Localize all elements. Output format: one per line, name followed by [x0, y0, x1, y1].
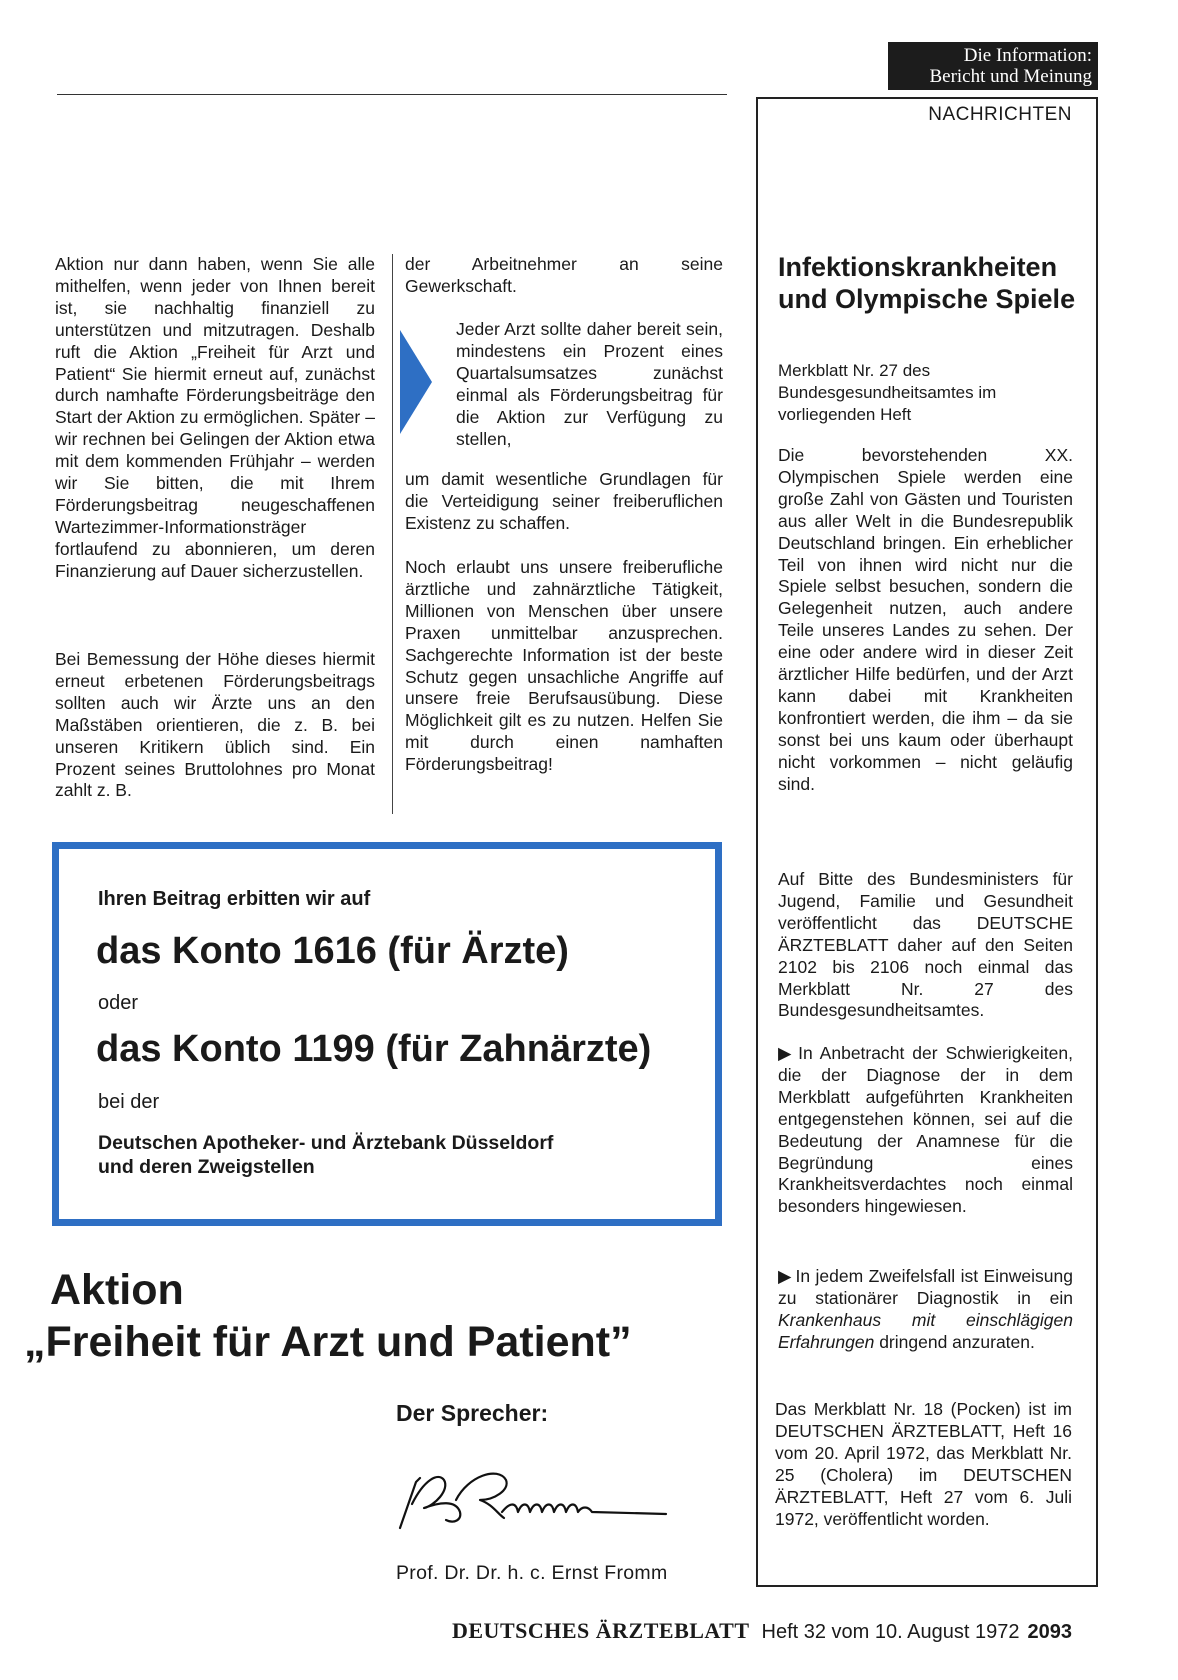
news-paragraph: Auf Bitte des Bundesministers für Jugend, Familie und Gesundheit veröffentlicht das DEUTSCHE ÄRZTEBLATT daher auf den Seiten 2102 bis 2106 noch einmal das Merkblatt Nr. 27 des Bundesgesundheitsamtes. [778, 869, 1073, 1021]
news-emphasis: Krankenhaus mit einschlägigen Erfahrungen [778, 1309, 1073, 1352]
issue-info: Heft 32 vom 10. August 1972 [761, 1621, 1020, 1643]
article-paragraph: um damit wesentliche Grundlagen für die Verteidigung seiner freiberuflichen Existenz zu schaffen. [405, 469, 723, 533]
donation-intro: Ihren Beitrag erbitten wir auf [98, 888, 371, 910]
article-paragraph: der Arbeitnehmer an seine Gewerkschaft. [405, 254, 723, 296]
article-callout-paragraph: Jeder Arzt sollte daher bereit sein, mindestens ein Prozent eines Quartalsumsatzes zunächst einmal als Förderungsbeitrag für die Aktion zur Verfügung zu stellen, [456, 319, 723, 449]
news-title: Infektionskrankheiten und Olympische Spiele [778, 252, 1076, 314]
account-number-doctors: das Konto 1616 (für Ärzte) [96, 930, 569, 972]
news-section-label: NACHRICHTEN [928, 104, 1072, 125]
triangle-bullet-icon: ▶ [778, 1266, 796, 1286]
donation-or: oder [98, 992, 139, 1014]
badge-line-2: Bericht und Meinung [929, 66, 1092, 87]
news-paragraph-text: In jedem Zweifelsfall ist Einweisung zu stationärer Diagnostik in ein [778, 1266, 1073, 1308]
blue-arrow-icon [400, 330, 432, 434]
news-subtitle: Merkblatt Nr. 27 des Bundesgesundheitsamtes im vorliegenden Heft [778, 361, 997, 424]
news-paragraph: Die bevorstehenden XX. Olympischen Spiele werden eine große Zahl von Gästen und Touristen aus aller Welt in die Bundesrepublik Deutschland bringen. Ein erheblicher Teil von ihnen wird nicht nur die Spiele selbst besuchen, sondern die Gelegenheit nutzen, auch andere Teile unseres Landes zu sehen. Der eine oder andere wird in dieser Zeit ärztlicher Hilfe bedürfen, und der Arzt kann dabei mit Krankheiten konfrontiert werden, die ihm – da sie sonst bei uns kaum oder überhaupt nicht vorkommen – nicht geläufig sind. [778, 445, 1073, 794]
bank-name [98, 1131, 553, 1179]
triangle-bullet-icon: ▶ [778, 1043, 799, 1063]
news-paragraph-bullet [778, 1043, 1073, 1218]
donation-bei-der: bei der [98, 1091, 160, 1113]
article-paragraph: Noch erlaubt uns unsere freiberufliche ärztliche und zahnärztliche Tätigkeit, Millionen von Menschen über unsere Praxen unmittelbar anzusprechen. Sachgerechte Information ist der beste Schutz gegen unsachliche Angriffe auf unsere freie Berufsausübung. Diese Möglichkeit gilt es zu nutzen. Helfen Sie mit durch einen namhaften Förderungsbeitrag! [405, 557, 723, 775]
campaign-title-line-2: „Freiheit für Arzt und Patient” [24, 1318, 632, 1366]
campaign-title-line-1: Aktion [50, 1266, 184, 1314]
column-divider [392, 254, 393, 814]
section-badge [888, 42, 1098, 90]
bank-name-line-1: Deutschen Apotheker- und Ärztebank Düsseldorf [98, 1132, 554, 1154]
handwritten-signature [394, 1454, 674, 1534]
page-footer [452, 1618, 1072, 1644]
news-paragraph: Das Merkblatt Nr. 18 (Pocken) ist im DEUTSCHEN ÄRZTEBLATT, Heft 16 vom 20. April 1972, das Merkblatt Nr. 25 (Cholera) im DEUTSCHEN ÄRZTEBLATT, Heft 27 vom 6. Juli 1972, veröffentlicht worden. [775, 1399, 1072, 1529]
bank-name-line-2: und deren Zweigstellen [98, 1156, 315, 1178]
news-paragraph-text: In Anbetracht der Schwierigkeiten, die der Diagnose der in dem Merkblatt aufgeführten Krankheiten entgegenstehen können, sei auf die Bedeutung der Anamnese für die Begründung eines Krankheitsverdachtes noch einmal besonders hingewiesen. [778, 1043, 1073, 1217]
news-box-border [756, 97, 1098, 1587]
news-paragraph-text: dringend anzuraten. [874, 1331, 1035, 1352]
badge-line-1: Die Information: [963, 45, 1092, 66]
speaker-name: Prof. Dr. Dr. h. c. Ernst Fromm [396, 1562, 668, 1584]
article-paragraph: Aktion nur dann haben, wenn Sie alle mithelfen, wenn jeder von Ihnen bereit ist, sie nachhaltig finanziell zu unterstützen und mitzutragen. Deshalb ruft die Aktion „Freiheit für Arzt und Patient“ Sie hiermit erneut auf, zunächst durch namhafte Förderungsbeiträge den Start der Aktion zu ermöglichen. Später – wir rechnen bei Gelingen der Aktion etwa mit dem kommenden Frühjahr – werden wir Sie bitten, die mit Ihrem Förderungsbeitrag neugeschaffenen Wartezimmer-Informationsträger fortlaufend zu abonnieren, um deren Finanzierung auf Dauer sicherzustellen. [55, 254, 375, 581]
speaker-label: Der Sprecher: [396, 1400, 549, 1426]
top-rule [57, 94, 727, 95]
page-number: 2093 [1027, 1621, 1072, 1643]
account-number-dentists: das Konto 1199 (für Zahnärzte) [96, 1028, 652, 1070]
article-paragraph: Bei Bemessung der Höhe dieses hiermit erneut erbetenen Förderungsbeitrags sollten auch wir Ärzte uns an den Maßstäben orientieren, die z. B. bei unseren Kritikern üblich sind. Ein Prozent seines Bruttolohnes pro Monat zahlt z. B. [55, 649, 375, 801]
publication-name: DEUTSCHES ÄRZTEBLATT [452, 1618, 750, 1643]
news-paragraph-bullet [778, 1266, 1073, 1354]
